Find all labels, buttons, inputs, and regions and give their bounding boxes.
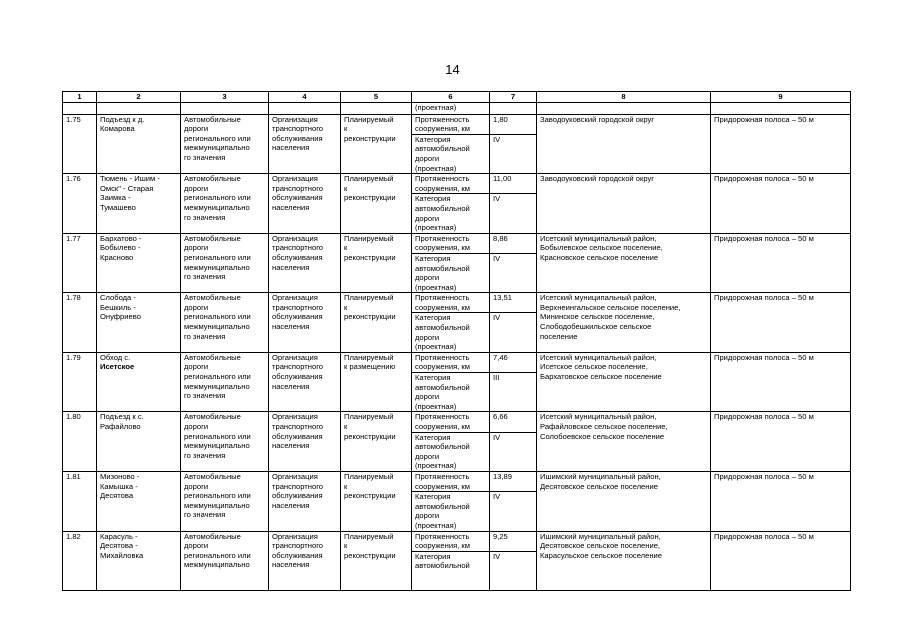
object-name-cell: Бархатово - Бобылево - Красново (97, 233, 181, 293)
param-cell: Протяженность сооружения, км (412, 471, 490, 491)
object-type-cell: Автомобильные дороги регионального или межмуниципально го значения (181, 412, 269, 472)
purpose-cell: Организация транспортного обслуживания населения (269, 352, 341, 412)
col-header: 6 (412, 92, 490, 103)
object-type-cell: Автомобильные дороги регионального или межмуниципально го значения (181, 293, 269, 353)
zone-cell: Придорожная полоса – 50 м (711, 174, 851, 234)
status-cell: Планируемый к реконструкции (341, 174, 412, 234)
status-cell: Планируемый к реконструкции (341, 531, 412, 590)
location-cell: Ишимский муниципальный район, Десятовское сельское поселение, Карасульское сельское поселение (537, 531, 711, 590)
value-cell: 13,89 (490, 471, 537, 491)
status-cell: Планируемый к реконструкции (341, 293, 412, 353)
value-cell: IV (490, 432, 537, 471)
object-name-cell: Слобода - Бешкиль - Онуфриево (97, 293, 181, 353)
object-type-cell: Автомобильные дороги регионального или межмуниципально го значения (181, 471, 269, 531)
zone-cell: Придорожная полоса – 50 м (711, 233, 851, 293)
table-header-row (63, 92, 851, 103)
object-name-cell: Мизоново - Камышка - Десятова (97, 471, 181, 531)
zone-cell: Придорожная полоса – 50 м (711, 412, 851, 472)
zone-cell: Придорожная полоса – 50 м (711, 471, 851, 531)
zone-cell: Придорожная полоса – 50 м (711, 114, 851, 174)
row-number-cell: 1.78 (63, 293, 97, 353)
location-cell: Ишимский муниципальный район, Десятовское сельское поселение (537, 471, 711, 531)
value-cell: 6,66 (490, 412, 537, 432)
continuation-row (63, 102, 851, 114)
status-cell: Планируемый к реконструкции (341, 412, 412, 472)
row-number-cell: 1.80 (63, 412, 97, 472)
status-cell: Планируемый к реконструкции (341, 114, 412, 174)
row-number-cell: 1.77 (63, 233, 97, 293)
object-type-cell: Автомобильные дороги регионального или межмуниципально го значения (181, 114, 269, 174)
object-type-cell: Автомобильные дороги регионального или межмуниципально го значения (181, 233, 269, 293)
param-cell: Протяженность сооружения, км (412, 293, 490, 313)
object-name-cell: Карасуль - Десятова - Михайловка (97, 531, 181, 590)
status-cell: Планируемый к размещению (341, 352, 412, 412)
location-cell: Исетский муниципальный район, Рафайловское сельское поселение, Солобоевское сельское поселение (537, 412, 711, 472)
value-cell: IV (490, 313, 537, 352)
col-header: 3 (181, 92, 269, 103)
location-cell: Исетский муниципальный район, Исетское сельское поселение, Бархатовское сельское поселение (537, 352, 711, 412)
purpose-cell: Организация транспортного обслуживания населения (269, 412, 341, 472)
object-type-cell: Автомобильные дороги регионального или межмуниципально го значения (181, 352, 269, 412)
param-cell: Протяженность сооружения, км (412, 114, 490, 134)
param-cell: Протяженность сооружения, км (412, 233, 490, 253)
table-row (63, 114, 851, 134)
object-name-cell: Тюмень - Ишим - Омск" - Старая Заимка - Тумашево (97, 174, 181, 234)
table-row (63, 471, 851, 491)
value-cell: 9,25 (490, 531, 537, 551)
table-row (63, 293, 851, 313)
purpose-cell: Организация транспортного обслуживания населения (269, 114, 341, 174)
value-cell: 7,46 (490, 352, 537, 372)
zone-cell: Придорожная полоса – 50 м (711, 531, 851, 590)
param-cell: Протяженность сооружения, км (412, 352, 490, 372)
value-cell: 1,80 (490, 114, 537, 134)
page-number: 14 (445, 62, 460, 77)
value-cell: IV (490, 134, 537, 173)
object-name-cell: Подъезд к д. Комарова (97, 114, 181, 174)
object-type-cell: Автомобильные дороги регионального или межмуниципально (181, 531, 269, 590)
value-cell: 13,51 (490, 293, 537, 313)
value-cell: III (490, 373, 537, 412)
objects-table (62, 91, 851, 591)
col-header: 7 (490, 92, 537, 103)
purpose-cell: Организация транспортного обслуживания населения (269, 174, 341, 234)
purpose-cell: Организация транспортного обслуживания населения (269, 471, 341, 531)
object-name-prefix: Обход с. (100, 352, 131, 362)
object-name-bold: Исетское (100, 362, 135, 372)
object-name-cell: Подъезд к с. Рафайлово (97, 412, 181, 472)
location-cell: Заводоуковский городской округ (537, 114, 711, 174)
value-cell: IV (490, 253, 537, 292)
status-cell: Планируемый к реконструкции (341, 471, 412, 531)
purpose-cell: Организация транспортного обслуживания населения (269, 233, 341, 293)
param-cell: Категория автомобильной (412, 551, 490, 590)
col-header: 8 (537, 92, 711, 103)
row-number-cell: 1.82 (63, 531, 97, 590)
value-cell: 8,86 (490, 233, 537, 253)
param-cell: Категория автомобильной дороги (проектная) (412, 432, 490, 471)
table-row (63, 352, 851, 372)
table-row (63, 531, 851, 551)
location-cell: Исетский муниципальный район, Бобылевское сельское поселение, Красновское сельское поселение (537, 233, 711, 293)
row-number-cell: 1.81 (63, 471, 97, 531)
location-cell: Заводоуковский городской округ (537, 174, 711, 234)
table-row (63, 233, 851, 253)
table-row (63, 412, 851, 432)
param-cell: Категория автомобильной дороги (проектная) (412, 253, 490, 292)
value-cell: IV (490, 551, 537, 590)
value-cell: IV (490, 194, 537, 233)
location-cell: Исетский муниципальный район, Верхнеингальское сельское поселение, Мининское сельское поселение, Слободобешкильское сельское поселение (537, 293, 711, 353)
param-cell: (проектная) (412, 102, 490, 114)
col-header: 9 (711, 92, 851, 103)
row-number-cell: 1.79 (63, 352, 97, 412)
zone-cell: Придорожная полоса – 50 м (711, 293, 851, 353)
object-type-cell: Автомобильные дороги регионального или межмуниципально го значения (181, 174, 269, 234)
row-number-cell: 1.75 (63, 114, 97, 174)
purpose-cell: Организация транспортного обслуживания населения (269, 293, 341, 353)
purpose-cell: Организация транспортного обслуживания населения (269, 531, 341, 590)
param-cell: Категория автомобильной дороги (проектная) (412, 373, 490, 412)
col-header: 4 (269, 92, 341, 103)
zone-cell: Придорожная полоса – 50 м (711, 352, 851, 412)
param-cell: Протяженность сооружения, км (412, 531, 490, 551)
param-cell: Протяженность сооружения, км (412, 174, 490, 194)
col-header: 5 (341, 92, 412, 103)
col-header: 2 (97, 92, 181, 103)
param-cell: Протяженность сооружения, км (412, 412, 490, 432)
param-cell: Категория автомобильной дороги (проектная) (412, 492, 490, 531)
value-cell: IV (490, 492, 537, 531)
param-cell: Категория автомобильной дороги (проектная) (412, 194, 490, 233)
table-row (63, 174, 851, 194)
object-name-cell (97, 352, 181, 412)
col-header: 1 (63, 92, 97, 103)
row-number-cell: 1.76 (63, 174, 97, 234)
param-cell: Категория автомобильной дороги (проектная) (412, 134, 490, 173)
status-cell: Планируемый к реконструкции (341, 233, 412, 293)
value-cell: 11,00 (490, 174, 537, 194)
param-cell: Категория автомобильной дороги (проектная) (412, 313, 490, 352)
